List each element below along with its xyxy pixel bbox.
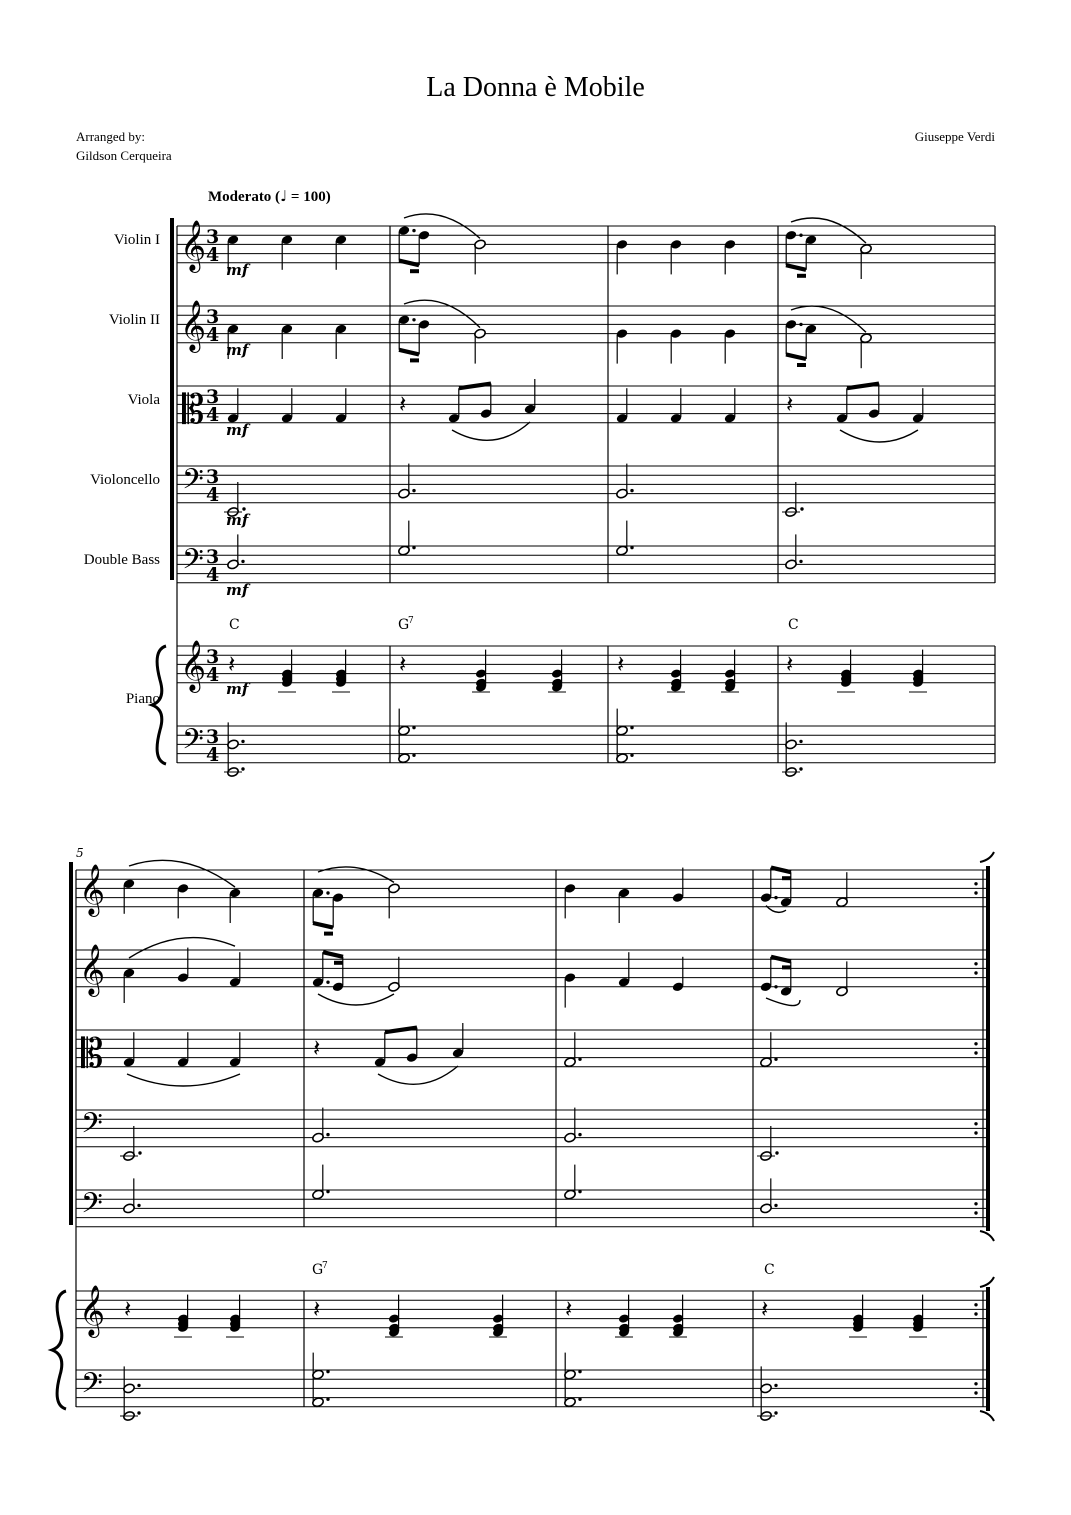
note-head bbox=[123, 968, 136, 1003]
note-head bbox=[229, 888, 242, 923]
note-head bbox=[760, 1178, 773, 1213]
note-head bbox=[618, 952, 631, 987]
augmentation-dot bbox=[137, 1384, 140, 1387]
note-head bbox=[312, 888, 325, 923]
instrument-label-violin-2: Violin II bbox=[108, 312, 160, 328]
quarter-rest-icon: 𝄽 bbox=[399, 650, 407, 678]
dynamic-mf: mf bbox=[226, 261, 249, 279]
augmentation-dot bbox=[326, 891, 329, 894]
bass-clef-icon: 𝄢 bbox=[182, 543, 204, 583]
beam bbox=[786, 354, 806, 359]
slur bbox=[318, 994, 394, 1005]
tempo-text: Moderato ( bbox=[208, 189, 281, 205]
time-signature-bottom: 4 bbox=[206, 324, 220, 346]
augmentation-dot bbox=[800, 507, 803, 510]
time-signature-top: 3 bbox=[206, 646, 220, 668]
note-head bbox=[670, 328, 683, 363]
time-signature-bottom: 4 bbox=[206, 244, 220, 266]
note-head bbox=[227, 388, 240, 423]
dynamic-mf: mf bbox=[226, 421, 249, 439]
note-head bbox=[227, 534, 240, 569]
instrument-label-viola: Viola bbox=[127, 392, 160, 408]
note-head bbox=[332, 892, 345, 927]
note-head bbox=[564, 1108, 577, 1143]
chord-symbol-superscript: 7 bbox=[408, 616, 414, 626]
augmentation-dot bbox=[578, 1058, 581, 1061]
time-signature-bottom: 4 bbox=[206, 744, 220, 766]
quarter-rest-icon: 𝄽 bbox=[399, 390, 407, 418]
treble-clef-icon: 𝄞 bbox=[180, 220, 207, 271]
instrument-label-piano: Piano bbox=[125, 691, 160, 707]
note-head bbox=[564, 1165, 577, 1200]
augmentation-dot bbox=[630, 754, 633, 757]
augmentation-dot bbox=[578, 1133, 581, 1136]
note-head bbox=[616, 239, 629, 274]
augmentation-dot bbox=[412, 754, 415, 757]
beam bbox=[399, 261, 419, 266]
quarter-rest-icon: 𝄽 bbox=[617, 650, 625, 678]
augmentation-dot bbox=[974, 1303, 977, 1306]
slur bbox=[791, 218, 866, 243]
augmentation-dot bbox=[974, 1382, 977, 1385]
augmentation-dot bbox=[799, 767, 802, 770]
slur bbox=[766, 998, 800, 1006]
slur bbox=[840, 430, 918, 442]
note-head bbox=[335, 234, 348, 269]
note-head bbox=[388, 957, 401, 992]
note-head bbox=[398, 464, 411, 499]
beam bbox=[786, 265, 806, 270]
augmentation-dot bbox=[774, 896, 777, 899]
bass-clef-icon: 𝄢 bbox=[81, 1367, 103, 1407]
note-head bbox=[564, 1032, 577, 1067]
note-head bbox=[123, 1178, 136, 1213]
treble-clef-icon: 𝄞 bbox=[79, 864, 106, 915]
slur bbox=[452, 422, 530, 440]
beam bbox=[385, 1028, 417, 1033]
augmentation-dot bbox=[799, 740, 802, 743]
augmentation-dot bbox=[799, 234, 802, 237]
note-head bbox=[123, 878, 136, 913]
note-head bbox=[312, 952, 325, 987]
chord-symbol: G bbox=[398, 617, 410, 633]
bass-clef-icon: 𝄢 bbox=[81, 1107, 103, 1147]
dynamic-mf: mf bbox=[226, 581, 249, 599]
quarter-rest-icon: 𝄽 bbox=[313, 1295, 321, 1323]
arranged-by-label: Arranged by: bbox=[76, 129, 145, 144]
note-head bbox=[672, 957, 685, 992]
augmentation-dot bbox=[774, 1411, 777, 1414]
beam bbox=[771, 957, 791, 962]
note-head bbox=[474, 239, 487, 274]
note-head bbox=[398, 314, 411, 349]
augmentation-dot bbox=[241, 767, 244, 770]
bass-clef-icon: 𝄢 bbox=[182, 463, 204, 503]
bracket-hook bbox=[980, 1411, 994, 1421]
augmentation-dot bbox=[412, 318, 415, 321]
piano-brace bbox=[152, 646, 166, 764]
note-head bbox=[724, 239, 737, 274]
augmentation-dot bbox=[578, 1190, 581, 1193]
augmentation-dot bbox=[412, 546, 415, 549]
note-head bbox=[388, 883, 401, 918]
augmentation-dot bbox=[630, 489, 633, 492]
note-head bbox=[281, 324, 294, 359]
beam bbox=[399, 350, 419, 355]
note-head bbox=[760, 868, 773, 903]
note-head bbox=[418, 319, 431, 354]
note-head bbox=[524, 379, 537, 414]
note-head bbox=[281, 388, 294, 423]
instrument-label-cello: Violoncello bbox=[90, 472, 160, 488]
note-head bbox=[177, 1032, 190, 1067]
augmentation-dot bbox=[241, 560, 244, 563]
augmentation-dot bbox=[138, 1151, 141, 1154]
augmentation-dot bbox=[326, 1133, 329, 1136]
note-head bbox=[760, 1032, 773, 1067]
augmentation-dot bbox=[412, 726, 415, 729]
augmentation-dot bbox=[974, 971, 977, 974]
augmentation-dot bbox=[774, 1058, 777, 1061]
instrument-label-violin-1: Violin I bbox=[113, 232, 160, 248]
treble-clef-icon: 𝄞 bbox=[180, 640, 207, 691]
treble-clef-icon: 𝄞 bbox=[79, 1285, 106, 1336]
note-head bbox=[836, 961, 849, 996]
note-head bbox=[398, 225, 411, 260]
note-head bbox=[474, 328, 487, 363]
augmentation-dot bbox=[137, 1411, 140, 1414]
time-signature-top: 3 bbox=[206, 546, 220, 568]
note-head bbox=[805, 324, 818, 359]
note-head bbox=[335, 324, 348, 359]
augmentation-dot bbox=[326, 981, 329, 984]
note-head bbox=[374, 1032, 387, 1067]
quarter-rest-icon: 𝄽 bbox=[761, 1295, 769, 1323]
beam bbox=[323, 952, 343, 957]
quarter-note-icon: ♩ bbox=[280, 187, 288, 205]
note-head bbox=[616, 464, 629, 499]
arranger-name: Gildson Cerqueira bbox=[76, 148, 172, 163]
note-head bbox=[912, 388, 925, 423]
bracket-hook bbox=[980, 1277, 994, 1287]
beam bbox=[847, 384, 879, 389]
alto-clef-icon: 𝄡 bbox=[182, 387, 205, 433]
note-head bbox=[672, 868, 685, 903]
quarter-rest-icon: 𝄽 bbox=[786, 390, 794, 418]
note-head bbox=[312, 1108, 325, 1143]
slur bbox=[129, 938, 235, 958]
piano-brace bbox=[52, 1291, 66, 1409]
note-head bbox=[335, 388, 348, 423]
augmentation-dot bbox=[974, 1202, 977, 1205]
composer-name: Giuseppe Verdi bbox=[914, 129, 995, 144]
bass-clef-icon: 𝄢 bbox=[81, 1187, 103, 1227]
augmentation-dot bbox=[974, 1391, 977, 1394]
augmentation-dot bbox=[326, 1398, 329, 1401]
note-head bbox=[564, 883, 577, 918]
augmentation-dot bbox=[974, 882, 977, 885]
augmentation-dot bbox=[974, 1131, 977, 1134]
measure-number: 5 bbox=[76, 846, 84, 860]
note-head bbox=[670, 239, 683, 274]
note-head bbox=[724, 328, 737, 363]
augmentation-dot bbox=[326, 1190, 329, 1193]
augmentation-dot bbox=[630, 546, 633, 549]
note-head bbox=[860, 244, 873, 279]
treble-clef-icon: 𝄞 bbox=[180, 300, 207, 351]
bass-clef-icon: 𝄢 bbox=[182, 723, 204, 763]
note-head bbox=[229, 952, 242, 987]
augmentation-dot bbox=[137, 1204, 140, 1207]
treble-clef-icon: 𝄞 bbox=[79, 944, 106, 995]
note-head bbox=[860, 333, 873, 368]
augmentation-dot bbox=[326, 1370, 329, 1373]
note-head bbox=[785, 230, 798, 265]
augmentation-dot bbox=[774, 985, 777, 988]
slur bbox=[791, 306, 866, 332]
augmentation-dot bbox=[974, 1122, 977, 1125]
augmentation-dot bbox=[774, 1384, 777, 1387]
augmentation-dot bbox=[974, 1051, 977, 1054]
augmentation-dot bbox=[775, 1151, 778, 1154]
time-signature-bottom: 4 bbox=[206, 664, 220, 686]
chord-symbol: C bbox=[764, 1262, 775, 1278]
note-head bbox=[418, 230, 431, 265]
tempo-bpm: = 100) bbox=[287, 189, 331, 205]
slur bbox=[129, 860, 235, 887]
note-head bbox=[177, 883, 190, 918]
slur bbox=[127, 1074, 240, 1086]
time-signature-bottom: 4 bbox=[206, 564, 220, 586]
note-head bbox=[618, 888, 631, 923]
note-head bbox=[229, 1032, 242, 1067]
note-head bbox=[868, 384, 881, 419]
augmentation-dot bbox=[799, 323, 802, 326]
time-signature-top: 3 bbox=[206, 226, 220, 248]
bracket-hook bbox=[980, 1231, 994, 1241]
augmentation-dot bbox=[412, 229, 415, 232]
quarter-rest-icon: 𝄽 bbox=[313, 1034, 321, 1062]
note-head bbox=[616, 521, 629, 556]
time-signature-bottom: 4 bbox=[206, 484, 220, 506]
chord-symbol-superscript: 7 bbox=[322, 1261, 328, 1271]
dynamic-mf: mf bbox=[226, 680, 249, 698]
augmentation-dot bbox=[630, 726, 633, 729]
augmentation-dot bbox=[774, 1204, 777, 1207]
note-head bbox=[724, 388, 737, 423]
note-head bbox=[123, 1032, 136, 1067]
alto-clef-icon: 𝄡 bbox=[81, 1031, 104, 1077]
augmentation-dot bbox=[974, 962, 977, 965]
chord-symbol: C bbox=[229, 617, 240, 633]
time-signature-top: 3 bbox=[206, 726, 220, 748]
time-signature-top: 3 bbox=[206, 386, 220, 408]
chord-symbol: C bbox=[788, 617, 799, 633]
dynamic-mf: mf bbox=[226, 511, 249, 529]
quarter-rest-icon: 𝄽 bbox=[228, 650, 236, 678]
time-signature-top: 3 bbox=[206, 306, 220, 328]
quarter-rest-icon: 𝄽 bbox=[786, 650, 794, 678]
note-head bbox=[785, 534, 798, 569]
bracket-hook bbox=[980, 852, 994, 862]
slur bbox=[404, 300, 480, 327]
note-head bbox=[616, 328, 629, 363]
quarter-rest-icon: 𝄽 bbox=[565, 1295, 573, 1323]
augmentation-dot bbox=[241, 740, 244, 743]
augmentation-dot bbox=[578, 1370, 581, 1373]
augmentation-dot bbox=[412, 489, 415, 492]
note-head bbox=[785, 319, 798, 354]
slur bbox=[378, 1066, 458, 1084]
augmentation-dot bbox=[799, 560, 802, 563]
note-head bbox=[805, 234, 818, 269]
note-head bbox=[448, 388, 461, 423]
note-head bbox=[836, 388, 849, 423]
note-head bbox=[406, 1028, 419, 1063]
note-head bbox=[836, 872, 849, 907]
note-head bbox=[670, 388, 683, 423]
note-head bbox=[398, 521, 411, 556]
note-head bbox=[564, 972, 577, 1007]
augmentation-dot bbox=[578, 1398, 581, 1401]
note-head bbox=[480, 384, 493, 419]
note-head bbox=[312, 1165, 325, 1200]
slur bbox=[318, 867, 394, 883]
augmentation-dot bbox=[974, 1312, 977, 1315]
instrument-label-double-bass: Double Bass bbox=[83, 552, 160, 568]
note-head bbox=[452, 1023, 465, 1058]
dynamic-mf: mf bbox=[226, 341, 249, 359]
note-head bbox=[760, 957, 773, 992]
score-title: La Donna è Mobile bbox=[426, 72, 645, 103]
augmentation-dot bbox=[974, 1042, 977, 1045]
time-signature-top: 3 bbox=[206, 466, 220, 488]
beam bbox=[771, 868, 791, 873]
beam bbox=[313, 923, 333, 928]
augmentation-dot bbox=[974, 891, 977, 894]
time-signature-bottom: 4 bbox=[206, 404, 220, 426]
note-head bbox=[177, 948, 190, 983]
note-head bbox=[616, 388, 629, 423]
chord-symbol: G bbox=[312, 1262, 324, 1278]
note-head bbox=[281, 234, 294, 269]
augmentation-dot bbox=[974, 1211, 977, 1214]
quarter-rest-icon: 𝄽 bbox=[124, 1295, 132, 1323]
beam bbox=[459, 384, 491, 389]
